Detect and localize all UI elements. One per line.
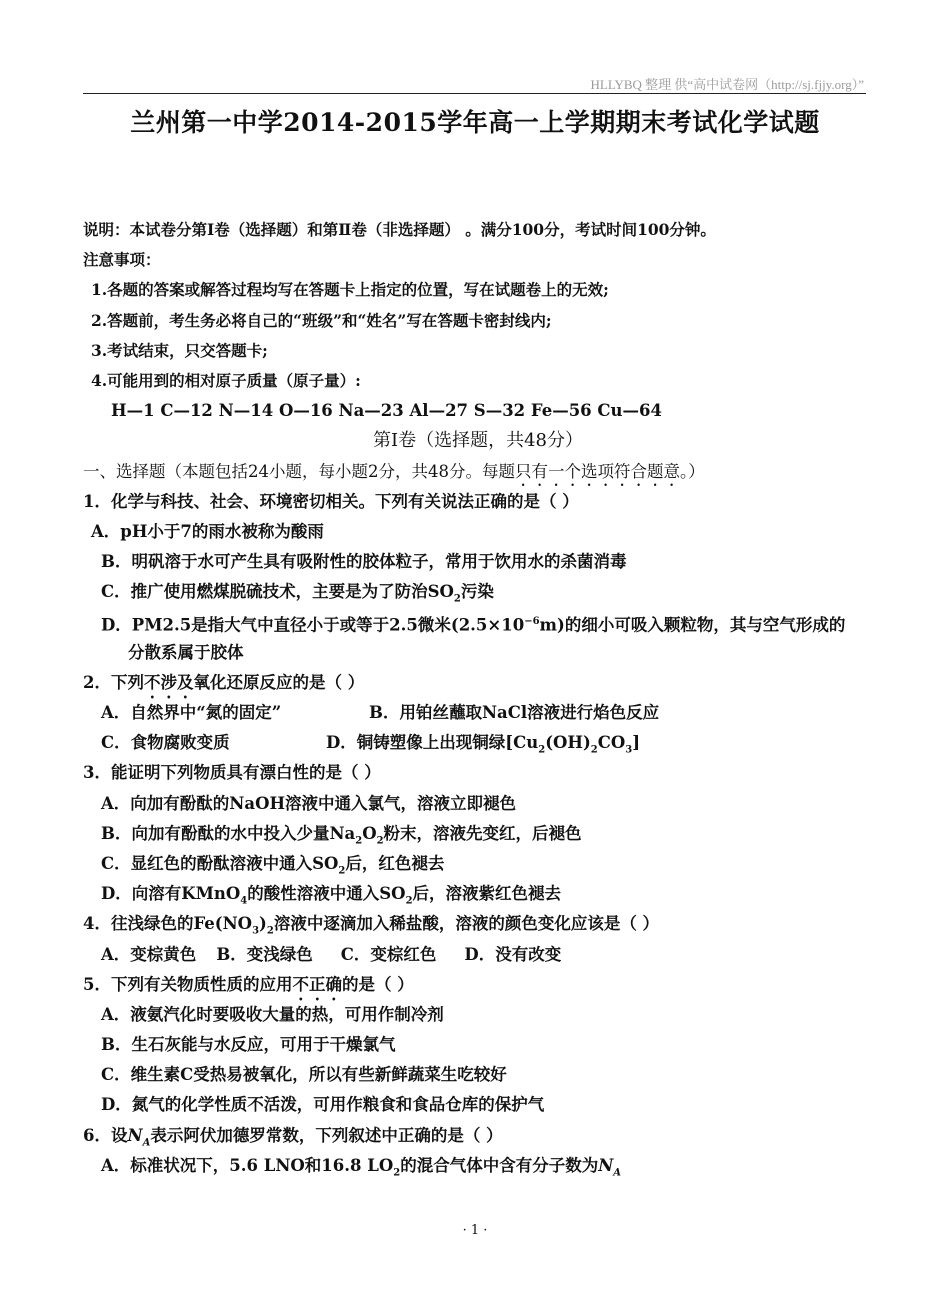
q2d-s1: 2 — [538, 744, 546, 756]
question-2-option-b: B．用铂丝蘸取NaCl溶液进行焰色反应 — [369, 703, 660, 722]
q6a-n: N — [598, 1155, 614, 1175]
q1c-text: C．推广使用燃煤脱硫技术，主要是为了防治SO — [101, 582, 454, 602]
section-intro-emphasis: 只有一个选项符合题意 — [515, 461, 680, 481]
q2-stem-a: 2．下列 — [83, 672, 144, 692]
notice-item-2: 2.答题前，考生务必将自己的“班级”和“姓名”写在答题卡密封线内; — [91, 310, 552, 330]
question-2-option-c: C．食物腐败变质 — [101, 733, 230, 753]
q3d-s2: 2 — [405, 895, 413, 907]
q3b-mid: O — [362, 823, 377, 843]
q3c-end: 后，红色褪去 — [345, 853, 445, 873]
q5-stem-c: 的是（ ） — [341, 974, 414, 994]
question-2-option-d — [326, 733, 641, 756]
q3d-end: 后，溶液紫红色褪去 — [412, 884, 562, 904]
question-4-options — [83, 940, 873, 970]
atomic-masses: H—1 C—12 N—14 O—16 Na—23 Al—27 S—32 Fe—56 Cu—64 — [111, 401, 663, 421]
q6-stem-text: 6．设 — [83, 1125, 128, 1145]
question-5-option-b: B．生石灰能与水反应，可用于干燥氯气 — [101, 1035, 396, 1055]
question-4-option-d: D．没有改变 — [464, 944, 562, 964]
q3d-s1: 4 — [240, 895, 248, 907]
question-1-option-b: B．明矾溶于水可产生具有吸附性的胶体粒子，常用于饮用水的杀菌消毒 — [101, 552, 627, 572]
section-intro — [83, 457, 873, 487]
exam-content — [83, 215, 873, 1181]
page-number: · 1 · — [462, 1223, 488, 1238]
q1c-sub: 2 — [453, 593, 461, 605]
notice-item-3: 3.考试结束，只交答题卡; — [91, 340, 268, 360]
question-5-option-a: A．液氨汽化时要吸收大量的热，可用作制冷剂 — [101, 1004, 444, 1024]
q3b-end: 粉末，溶液先变红，后褪色 — [383, 823, 582, 843]
question-3-option-c — [83, 849, 873, 879]
q2d-s2: 2 — [590, 744, 598, 756]
q3d-mid: 的酸性溶液中通入SO — [247, 884, 406, 904]
notice-item-4: 4.可能用到的相对原子质量（原子量）: — [91, 370, 361, 390]
header-rule — [83, 93, 866, 94]
question-4-option-c: C．变棕红色 — [340, 944, 437, 964]
page-title: 兰州第一中学2014-2015学年高一上学期期末考试化学试题 — [130, 108, 820, 137]
question-5-option-d: D．氮气的化学性质不活泼，可用作粮食和食品仓库的保护气 — [101, 1095, 545, 1115]
question-6-stem — [83, 1121, 873, 1151]
q1d-end: m)的细小可吸入颗粒物，其与空气形成的 — [539, 615, 846, 635]
question-2-stem — [83, 668, 873, 698]
notice-heading: 注意事项： — [83, 250, 161, 270]
q6a-mid: 的混合气体中含有分子数为 — [400, 1155, 599, 1175]
question-1-stem: 1．化学与科技、社会、环境密切相关。下列有关说法正确的是（ ） — [83, 491, 579, 511]
question-1-option-d — [83, 607, 873, 637]
q2d-text: D．铜铸塑像上出现铜绿[Cu — [326, 733, 539, 753]
question-1-option-c — [83, 577, 873, 607]
q2-stem-emphasis: 不涉及 — [143, 672, 194, 692]
q3d-text: D．向溶有KMnO — [101, 884, 241, 904]
question-4-option-a: A．变棕黄色 — [101, 944, 197, 964]
q2d-end: ] — [632, 733, 641, 753]
q5-stem-a: 5．下列有关物质性质的应用 — [83, 974, 293, 994]
question-1-option-a: A．pH小于7的雨水被称为酸雨 — [91, 521, 324, 541]
question-6-option-a — [83, 1151, 873, 1181]
q3b-text: B．向加有酚酞的水中投入少量Na — [101, 823, 356, 843]
question-2-option-a: A．自然界中“氮的固定” — [101, 703, 282, 722]
question-4-option-b: B．变浅绿色 — [216, 944, 313, 964]
q6-stem-n: N — [127, 1125, 143, 1145]
q2d-mid: (OH) — [545, 733, 591, 753]
q6a-text: A．标准状况下，5.6 LNO和16.8 LO — [101, 1155, 394, 1175]
q4-stem-sub1: 3 — [252, 925, 260, 937]
section-title: 第Ⅰ卷（选择题，共48分） — [372, 430, 583, 452]
q2d-s3: 3 — [625, 744, 633, 756]
q4-stem-text: 4．往浅绿色的Fe(NO — [83, 914, 253, 934]
header-note: HLLYBQ 整理 供“高中试卷网（http://sj.fjjy.org）” — [590, 77, 864, 92]
q3b-s2: 2 — [376, 835, 384, 847]
question-4-stem — [83, 909, 873, 939]
q1d-sup: −6 — [524, 616, 540, 628]
q4-stem-sub2: 2 — [266, 925, 274, 937]
q3c-text: C．显红色的酚酞溶液中通入SO — [101, 853, 339, 873]
question-3-stem: 3．能证明下列物质具有漂白性的是（ ） — [83, 763, 381, 783]
question-2-options-ab — [83, 698, 873, 728]
q6a-sub: 2 — [393, 1167, 401, 1179]
section-intro-text: 一、选择题（本题包括24小题，每小题2分，共48分。每题 — [83, 461, 515, 481]
q4-stem-end: 溶液中逐滴加入稀盐酸，溶液的颜色变化应该是（ ） — [273, 914, 660, 934]
question-1-option-d-cont: 分散系属于胶体 — [128, 642, 244, 662]
exam-description: 说明：本试卷分第Ⅰ卷（选择题）和第Ⅱ卷（非选择题） 。满分100分，考试时间100分钟。 — [83, 220, 716, 239]
q1c-end: 污染 — [460, 582, 494, 602]
q2d-mid2: CO — [597, 733, 626, 753]
section-intro-end: 。） — [680, 461, 705, 481]
q2-stem-c: 氧化还原反应的是（ ） — [193, 672, 365, 692]
q1d-text: D．PM2.5是指大气中直径小于或等于2.5微米(2.5×10 — [101, 615, 525, 635]
question-3-option-a: A．向加有酚酞的NaOH溶液中通入氯气，溶液立即褪色 — [101, 793, 517, 813]
notice-item-1: 1.各题的答案或解答过程均写在答题卡上指定的位置，写在试题卷上的无效; — [91, 280, 609, 300]
q3b-s1: 2 — [355, 835, 363, 847]
question-3-option-b — [83, 819, 873, 849]
question-5-stem — [83, 970, 873, 1000]
q5-stem-emphasis: 不正确 — [292, 974, 342, 994]
question-3-option-d — [83, 879, 873, 909]
q6-stem-end: 表示阿伏加德罗常数，下列叙述中正确的是（ ） — [150, 1125, 503, 1145]
q6a-nsub: A — [613, 1167, 622, 1179]
question-2-options-cd — [83, 728, 873, 758]
q3c-sub: 2 — [338, 865, 346, 877]
q6-stem-nsub: A — [142, 1136, 151, 1148]
q4-stem-mid: ) — [259, 914, 267, 934]
question-5-option-c: C．维生素C受热易被氧化，所以有些新鲜蔬菜生吃较好 — [101, 1065, 507, 1085]
